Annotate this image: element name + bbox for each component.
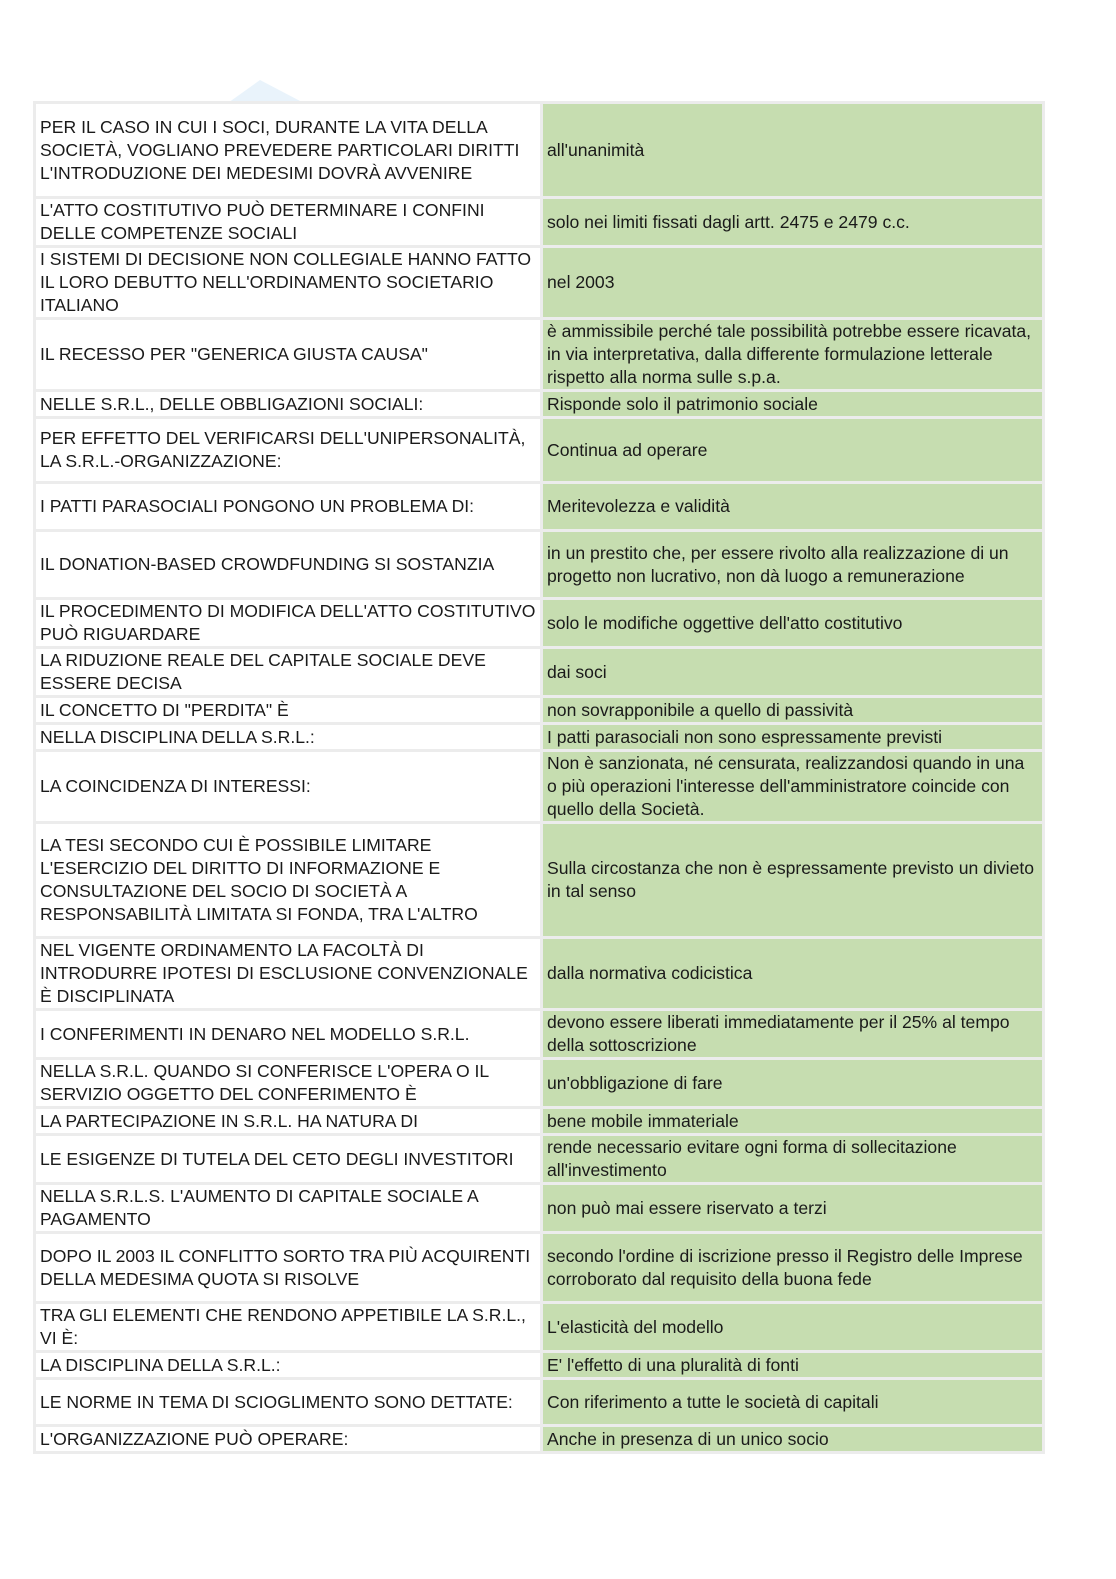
question-cell: L'ATTO COSTITUTIVO PUÒ DETERMINARE I CONFINI DELLE COMPETENZE SOCIALI — [36, 199, 540, 245]
question-cell: L'ORGANIZZAZIONE PUÒ OPERARE: — [36, 1427, 540, 1451]
answer-cell: secondo l'ordine di iscrizione presso il Registro delle Imprese corroborato dal requisito della buona fede — [543, 1234, 1042, 1301]
table-row — [36, 1427, 1042, 1451]
answer-cell: I patti parasociali non sono espressamente previsti — [543, 725, 1042, 749]
answer-cell: Con riferimento a tutte le società di capitali — [543, 1380, 1042, 1424]
table-row — [36, 824, 1042, 936]
answer-cell: rende necessario evitare ogni forma di sollecitazione all'investimento — [543, 1136, 1042, 1182]
answer-cell: in un prestito che, per essere rivolto alla realizzazione di un progetto non lucrativo, non dà luogo a remunerazione — [543, 532, 1042, 597]
answer-cell: è ammissibile perché tale possibilità potrebbe essere ricavata, in via interpretativa, dalla differente formulazione letterale rispetto alla norma sulle s.p.a. — [543, 320, 1042, 389]
answer-cell: nel 2003 — [543, 248, 1042, 317]
table-row — [36, 320, 1042, 389]
table-row — [36, 1353, 1042, 1377]
qa-table — [33, 101, 1045, 1454]
table-row — [36, 752, 1042, 821]
table-row — [36, 104, 1042, 196]
answer-cell: solo nei limiti fissati dagli artt. 2475 e 2479 c.c. — [543, 199, 1042, 245]
question-cell: IL RECESSO PER "GENERICA GIUSTA CAUSA" — [36, 320, 540, 389]
answer-cell: dalla normativa codicistica — [543, 939, 1042, 1008]
question-cell: PER IL CASO IN CUI I SOCI, DURANTE LA VITA DELLA SOCIETÀ, VOGLIANO PREVEDERE PARTICOLARI DIRITTI L'INTRODUZIONE DEI MEDESIMI DOVRÀ AVVENIRE — [36, 104, 540, 196]
answer-cell: Meritevolezza e validità — [543, 484, 1042, 529]
question-cell: NEL VIGENTE ORDINAMENTO LA FACOLTÀ DI INTRODURRE IPOTESI DI ESCLUSIONE CONVENZIONALE È DISCIPLINATA — [36, 939, 540, 1008]
table-row — [36, 1136, 1042, 1182]
question-cell: LA PARTECIPAZIONE IN S.R.L. HA NATURA DI — [36, 1109, 540, 1133]
question-cell: NELLA S.R.L.S. L'AUMENTO DI CAPITALE SOCIALE A PAGAMENTO — [36, 1185, 540, 1231]
answer-cell: E' l'effetto di una pluralità di fonti — [543, 1353, 1042, 1377]
table-row — [36, 1304, 1042, 1350]
answer-cell: non sovrapponibile a quello di passività — [543, 698, 1042, 722]
answer-cell: Non è sanzionata, né censurata, realizzandosi quando in una o più operazioni l'interesse dell'amministratore coincide con quello della Società. — [543, 752, 1042, 821]
question-cell: I SISTEMI DI DECISIONE NON COLLEGIALE HANNO FATTO IL LORO DEBUTTO NELL'ORDINAMENTO SOCIETARIO ITALIANO — [36, 248, 540, 317]
question-cell: I PATTI PARASOCIALI PONGONO UN PROBLEMA DI: — [36, 484, 540, 529]
answer-cell: un'obbligazione di fare — [543, 1060, 1042, 1106]
question-cell: LA DISCIPLINA DELLA S.R.L.: — [36, 1353, 540, 1377]
answer-cell: Sulla circostanza che non è espressamente previsto un divieto in tal senso — [543, 824, 1042, 936]
table-row — [36, 698, 1042, 722]
table-row — [36, 649, 1042, 695]
table-row — [36, 1109, 1042, 1133]
answer-cell: bene mobile immateriale — [543, 1109, 1042, 1133]
table-row — [36, 199, 1042, 245]
question-cell: LE NORME IN TEMA DI SCIOGLIMENTO SONO DETTATE: — [36, 1380, 540, 1424]
table-row — [36, 600, 1042, 646]
answer-cell: Anche in presenza di un unico socio — [543, 1427, 1042, 1451]
answer-cell: devono essere liberati immediatamente per il 25% al tempo della sottoscrizione — [543, 1011, 1042, 1057]
answer-cell: non può mai essere riservato a terzi — [543, 1185, 1042, 1231]
table-row — [36, 248, 1042, 317]
answer-cell: solo le modifiche oggettive dell'atto costitutivo — [543, 600, 1042, 646]
question-cell: LE ESIGENZE DI TUTELA DEL CETO DEGLI INVESTITORI — [36, 1136, 540, 1182]
question-cell: IL DONATION-BASED CROWDFUNDING SI SOSTANZIA — [36, 532, 540, 597]
answer-cell: all'unanimità — [543, 104, 1042, 196]
table-row — [36, 1185, 1042, 1231]
answer-cell: L'elasticità del modello — [543, 1304, 1042, 1350]
question-cell: TRA GLI ELEMENTI CHE RENDONO APPETIBILE LA S.R.L., VI È: — [36, 1304, 540, 1350]
question-cell: IL PROCEDIMENTO DI MODIFICA DELL'ATTO COSTITUTIVO PUÒ RIGUARDARE — [36, 600, 540, 646]
table-row — [36, 419, 1042, 481]
question-cell: NELLA DISCIPLINA DELLA S.R.L.: — [36, 725, 540, 749]
question-cell: LA RIDUZIONE REALE DEL CAPITALE SOCIALE DEVE ESSERE DECISA — [36, 649, 540, 695]
question-cell: IL CONCETTO DI "PERDITA" È — [36, 698, 540, 722]
question-cell: NELLA S.R.L. QUANDO SI CONFERISCE L'OPERA O IL SERVIZIO OGGETTO DEL CONFERIMENTO È — [36, 1060, 540, 1106]
question-cell: LA TESI SECONDO CUI È POSSIBILE LIMITARE L'ESERCIZIO DEL DIRITTO DI INFORMAZIONE E CONSULTAZIONE DEL SOCIO DI SOCIETÀ A RESPONSABILITÀ LIMITATA SI FONDA, TRA L'ALTRO — [36, 824, 540, 936]
table-row — [36, 1060, 1042, 1106]
question-cell: NELLE S.R.L., DELLE OBBLIGAZIONI SOCIALI: — [36, 392, 540, 416]
table-row — [36, 1011, 1042, 1057]
table-row — [36, 532, 1042, 597]
question-cell: PER EFFETTO DEL VERIFICARSI DELL'UNIPERSONALITÀ, LA S.R.L.-ORGANIZZAZIONE: — [36, 419, 540, 481]
answer-cell: Continua ad operare — [543, 419, 1042, 481]
table-row — [36, 725, 1042, 749]
table-row — [36, 1380, 1042, 1424]
table-row — [36, 1234, 1042, 1301]
table-row — [36, 939, 1042, 1008]
answer-cell: Risponde solo il patrimonio sociale — [543, 392, 1042, 416]
answer-cell: dai soci — [543, 649, 1042, 695]
table-row — [36, 484, 1042, 529]
question-cell: LA COINCIDENZA DI INTERESSI: — [36, 752, 540, 821]
question-cell: DOPO IL 2003 IL CONFLITTO SORTO TRA PIÙ ACQUIRENTI DELLA MEDESIMA QUOTA SI RISOLVE — [36, 1234, 540, 1301]
table-row — [36, 392, 1042, 416]
question-cell: I CONFERIMENTI IN DENARO NEL MODELLO S.R.L. — [36, 1011, 540, 1057]
